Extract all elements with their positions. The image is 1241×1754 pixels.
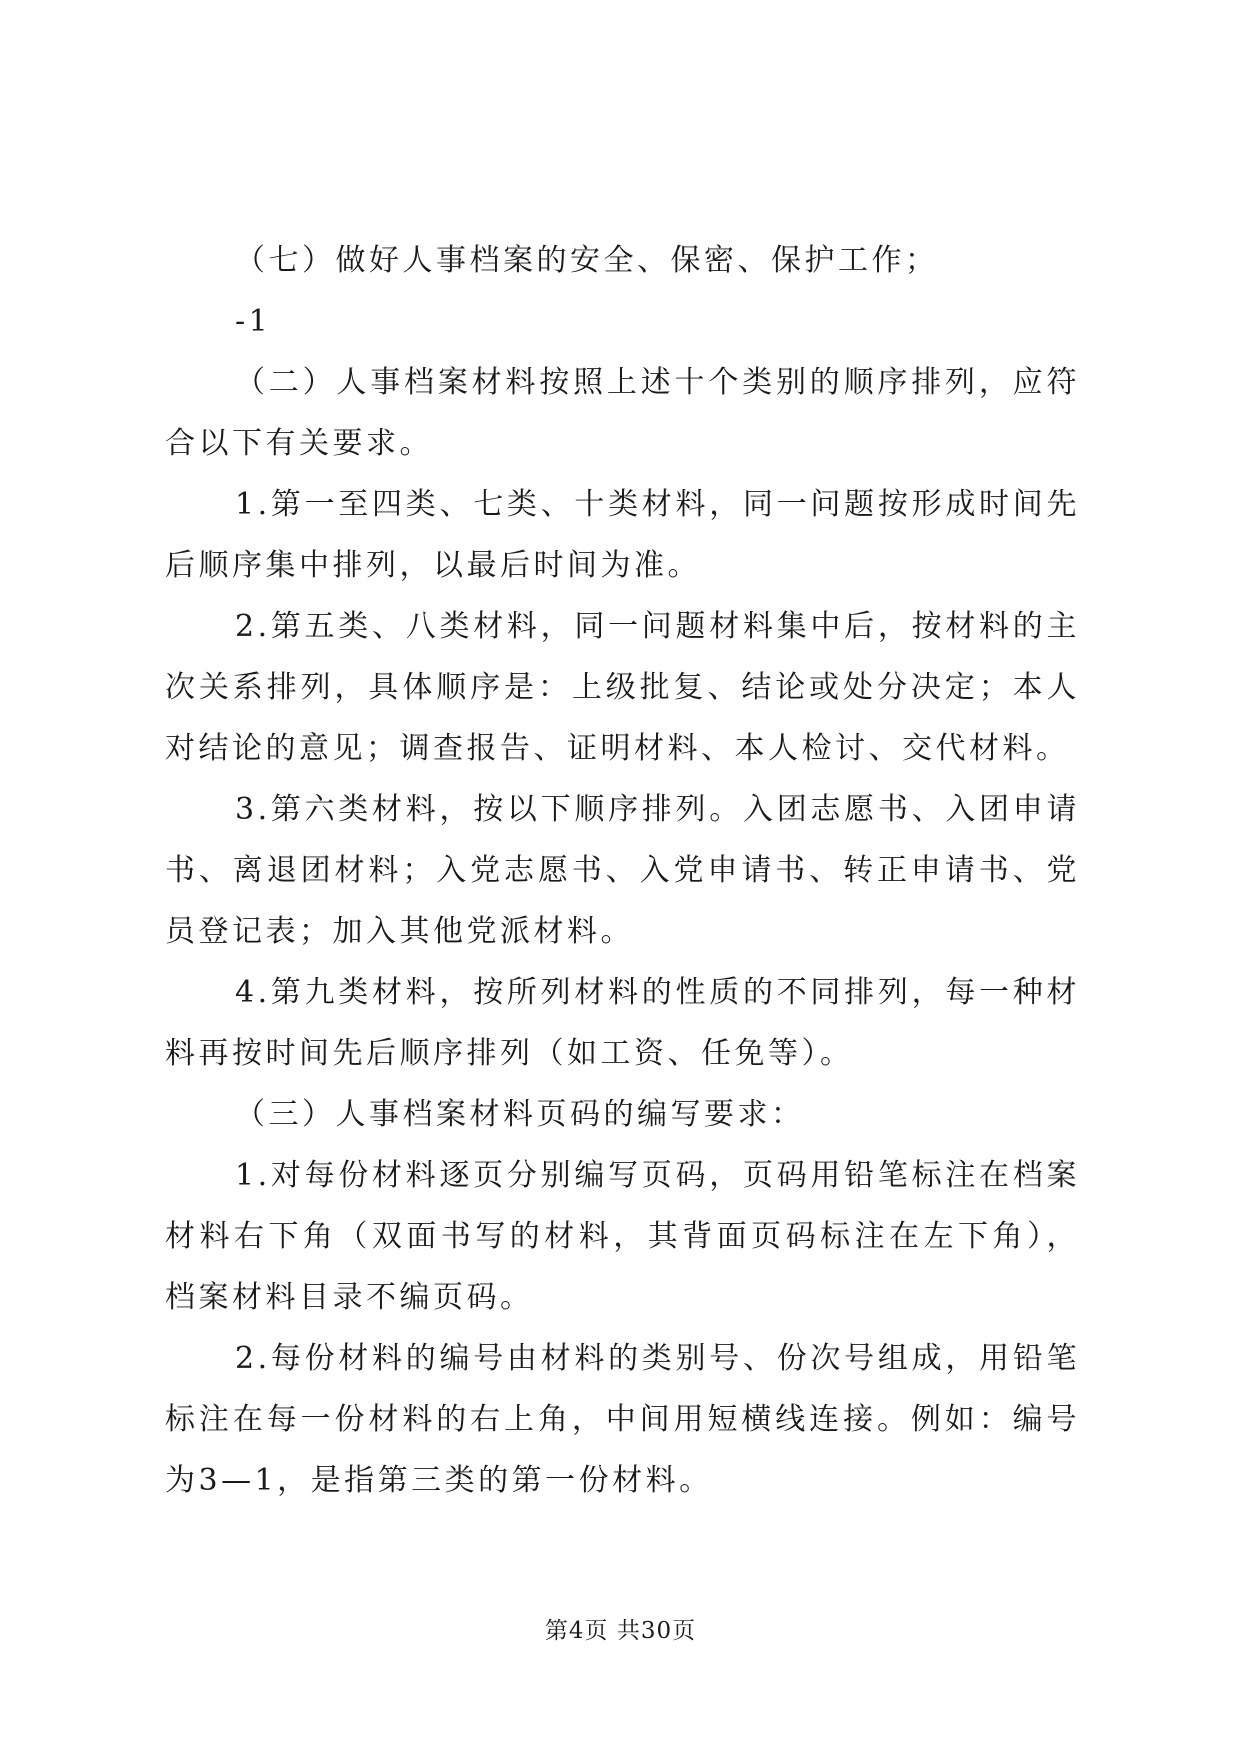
paragraph-section-7: （七）做好人事档案的安全、保密、保护工作； (235, 243, 939, 278)
paragraph-page-number-item-2: 2.每份材料的编号由材料的类别号、份次号组成，用铅笔标注在每一份材料的右上角，中间用短横线连接。例如：编号为3—1，是指第三类的第一份材料。 (165, 1341, 1080, 1498)
document-body (165, 230, 1080, 1511)
paragraph-item-1: 1.第一至四类、七类、十类材料，同一问题按形成时间先后顺序集中排列，以最后时间为准。 (165, 487, 1080, 583)
paragraph-section-2-heading: （二）人事档案材料按照上述十个类别的顺序排列，应符合以下有关要求。 (165, 365, 1080, 461)
paragraph-item-3: 3.第六类材料，按以下顺序排列。入团志愿书、入团申请书、离退团材料；入党志愿书、入党申请书、转正申请书、党员登记表；加入其他党派材料。 (165, 792, 1080, 949)
page-footer: 第4页 共30页 (544, 1618, 697, 1644)
paragraph-item-2: 2.第五类、八类材料，同一问题材料集中后，按材料的主次关系排列，具体顺序是：上级批复、结论或处分决定；本人对结论的意见；调查报告、证明材料、本人检讨、交代材料。 (165, 609, 1080, 766)
paragraph-section-3-heading: （三）人事档案材料页码的编写要求： (235, 1097, 805, 1132)
paragraph-item-4: 4.第九类材料，按所列材料的性质的不同排列，每一种材料再按时间先后顺序排列（如工资、任免等）。 (165, 975, 1080, 1071)
paragraph-marker: -1 (235, 304, 272, 339)
paragraph-page-number-item-1: 1.对每份材料逐页分别编写页码，页码用铅笔标注在档案材料右下角（双面书写的材料，其背面页码标注在左下角），档案材料目录不编页码。 (165, 1158, 1080, 1315)
